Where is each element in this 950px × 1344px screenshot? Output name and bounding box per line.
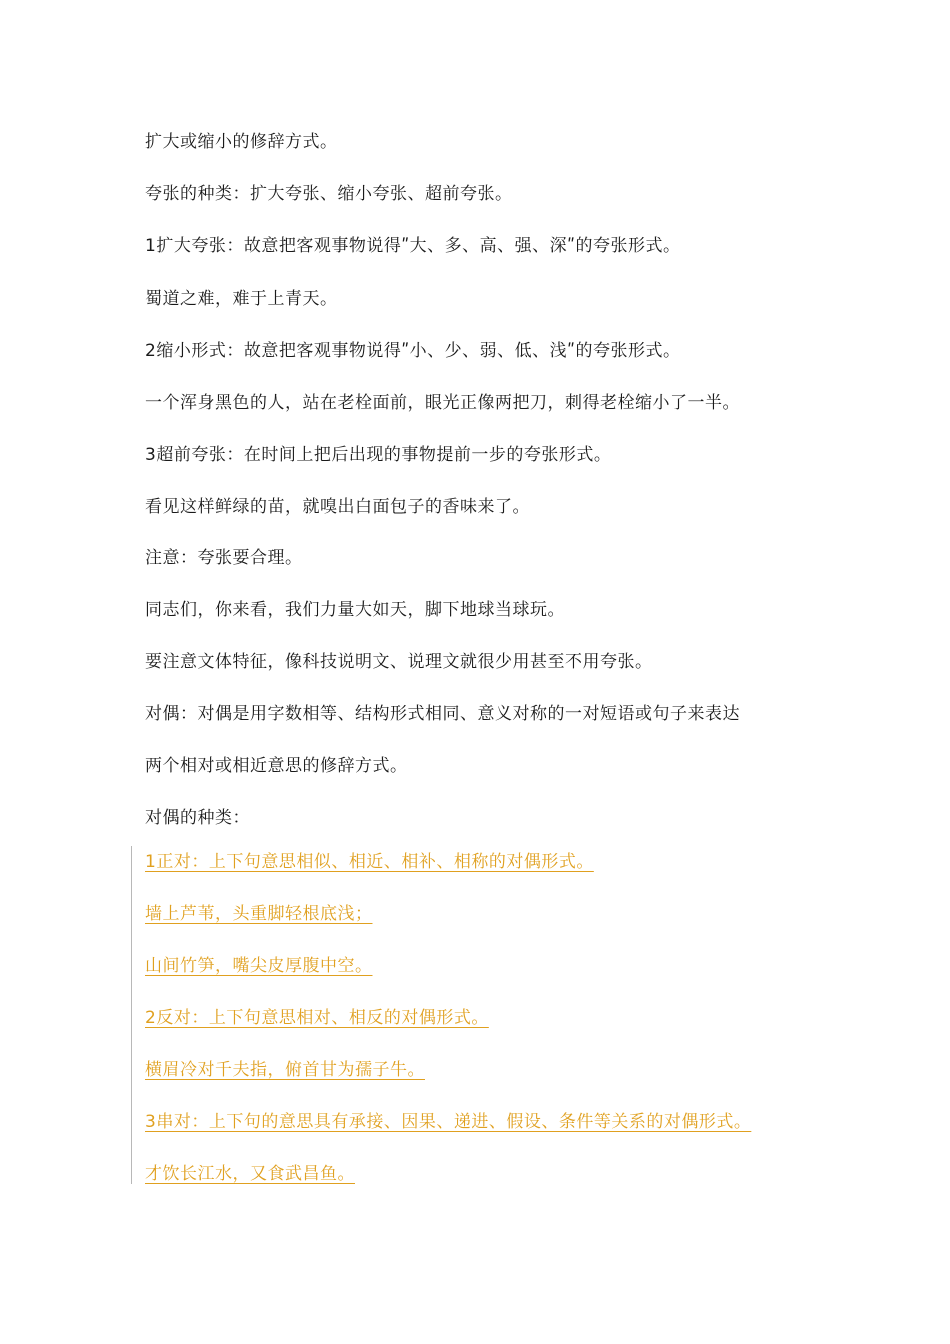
- text-line: 3超前夸张：在时间上把后出现的事物提前一步的夸张形式。: [145, 445, 612, 465]
- text-line: 夸张的种类：扩大夸张、缩小夸张、超前夸张。: [145, 184, 513, 204]
- tracked-change-line[interactable]: 1正对：上下句意思相似、相近、相补、相称的对偶形式。: [145, 852, 594, 872]
- tracked-change-line[interactable]: 2反对：上下句意思相对、相反的对偶形式。: [145, 1008, 489, 1028]
- tracked-change-line[interactable]: 横眉冷对千夫指，俯首甘为孺子牛。: [145, 1060, 425, 1080]
- tracked-change-line[interactable]: 山间竹笋，嘴尖皮厚腹中空。: [145, 956, 373, 976]
- text-line: 一个浑身黑色的人，站在老栓面前，眼光正像两把刀，刺得老栓缩小了一半。: [145, 393, 740, 413]
- text-line: 对偶：对偶是用字数相等、结构形式相同、意义对称的一对短语或句子来表达: [145, 704, 740, 724]
- text-line: 两个相对或相近意思的修辞方式。: [145, 756, 408, 776]
- tracked-change-line[interactable]: 才饮长江水，又食武昌鱼。: [145, 1164, 355, 1184]
- tracked-change-line[interactable]: 3串对：上下句的意思具有承接、因果、递进、假设、条件等关系的对偶形式。: [145, 1112, 752, 1132]
- text-line: 看见这样鲜绿的苗，就嗅出白面包子的香味来了。: [145, 497, 530, 517]
- text-line: 1扩大夸张：故意把客观事物说得ʺ大、多、高、强、深ʺ的夸张形式。: [145, 236, 681, 256]
- text-line: 扩大或缩小的修辞方式。: [145, 132, 338, 152]
- text-line: 2缩小形式：故意把客观事物说得ʺ小、少、弱、低、浅ʺ的夸张形式。: [145, 341, 681, 361]
- text-line: 蜀道之难，难于上青天。: [145, 289, 338, 309]
- text-line: 同志们，你来看，我们力量大如天，脚下地球当球玩。: [145, 600, 565, 620]
- text-line: 注意：夸张要合理。: [145, 548, 303, 568]
- text-line: 对偶的种类：: [145, 808, 250, 828]
- text-line: 要注意文体特征，像科技说明文、说理文就很少用甚至不用夸张。: [145, 652, 653, 672]
- revision-change-bar: [131, 846, 132, 1184]
- tracked-change-line[interactable]: 墙上芦苇，头重脚轻根底浅；: [145, 904, 373, 924]
